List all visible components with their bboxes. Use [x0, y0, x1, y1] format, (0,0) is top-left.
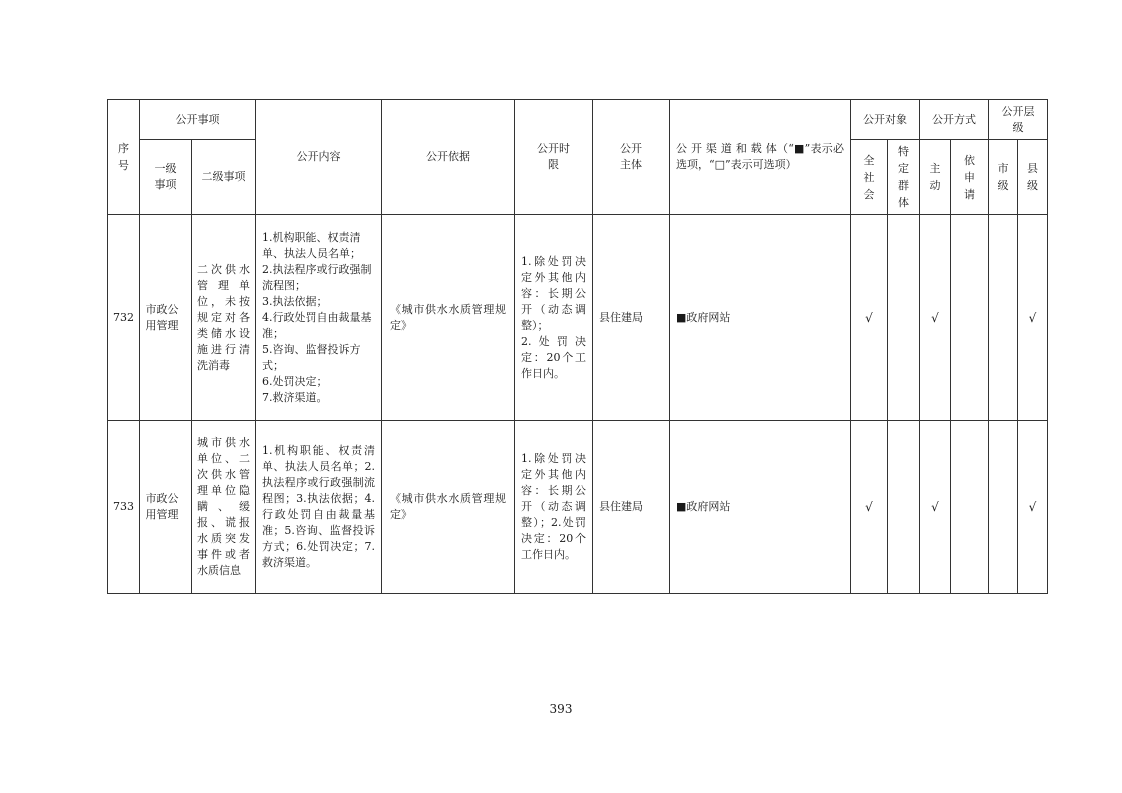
- header-time-limit: 公开时限: [515, 100, 593, 215]
- table-header: [108, 100, 1048, 215]
- row-seq: 733: [108, 421, 140, 594]
- header-level1: 一级事项: [140, 140, 192, 215]
- header-level2: 二级事项: [192, 140, 256, 215]
- table-row: [108, 215, 1048, 421]
- row-channel: ■政府网站: [670, 421, 851, 594]
- header-audience: 公开对象: [851, 100, 920, 140]
- row-subject: 县住建局: [593, 421, 670, 594]
- row-level-county-check: √: [1018, 215, 1048, 421]
- header-channel: 公 开 渠 道 和 载 体（“■”表示必选项，“□”表示可选项）: [670, 100, 851, 215]
- row-time-limit: 1.除处罚决定外其他内容：长期公开（动态调整）；2.处罚决定：20个工作日内。: [515, 421, 593, 594]
- row-method-request-check: [951, 215, 989, 421]
- header-level-county: 县级: [1018, 140, 1048, 215]
- row-seq: 732: [108, 215, 140, 421]
- row-basis: 《城市供水水质管理规定》: [382, 215, 515, 421]
- header-seq: 序号: [108, 100, 140, 215]
- row-content: 1.机构职能、权责清单、执法人员名单；2.执法程序或行政强制流程图；3.执法依据；4.行政处罚自由裁量基准；5.咨询、监督投诉方式；6.处罚决定；7.救济渠道。: [256, 421, 382, 594]
- row-subject: 县住建局: [593, 215, 670, 421]
- row-audience-specific-check: [888, 215, 920, 421]
- row-audience-specific-check: [888, 421, 920, 594]
- table-row: [108, 421, 1048, 594]
- row-level-city-check: [989, 421, 1018, 594]
- header-public-item: 公开事项: [140, 100, 256, 140]
- row-audience-all-check: √: [851, 215, 888, 421]
- row-method-active-check: √: [920, 215, 951, 421]
- header-basis: 公开依据: [382, 100, 515, 215]
- header-content: 公开内容: [256, 100, 382, 215]
- row-basis: 《城市供水水质管理规定》: [382, 421, 515, 594]
- row-content: 1.机构职能、权责清单、执法人员名单； 2.执法程序或行政强制流程图； 3.执法依据； 4.行政处罚自由裁量基准； 5.咨询、监督投诉方式； 6.处罚决定； 7.救济渠道。: [256, 215, 382, 421]
- page-number: 393: [549, 702, 573, 716]
- row-method-request-check: [951, 421, 989, 594]
- header-audience-all: 全社会: [851, 140, 888, 215]
- row-time-limit: 1.除处罚决定外其他内容：长期公开（动态调整）； 2.处罚决定：20个工作日内。: [515, 215, 593, 421]
- row-level2: 二次供水管理单位，未按规定对各类储水设施进行清洗消毒: [192, 215, 256, 421]
- header-level: 公开层级: [989, 100, 1048, 140]
- header-method-active: 主动: [920, 140, 951, 215]
- row-level1: 市政公用管理: [140, 421, 192, 594]
- row-level-county-check: √: [1018, 421, 1048, 594]
- header-method-request: 依申请: [951, 140, 989, 215]
- row-channel: ■政府网站: [670, 215, 851, 421]
- row-level2: 城市供水单位、二次供水管理单位隐瞒、缓报、谎报水质突发事件或者水质信息: [192, 421, 256, 594]
- header-subject: 公开主体: [593, 100, 670, 215]
- header-audience-specific: 特定群体: [888, 140, 920, 215]
- row-audience-all-check: √: [851, 421, 888, 594]
- header-level-city: 市级: [989, 140, 1018, 215]
- row-method-active-check: √: [920, 421, 951, 594]
- disclosure-table: [107, 99, 1048, 594]
- row-level1: 市政公用管理: [140, 215, 192, 421]
- header-method: 公开方式: [920, 100, 989, 140]
- row-level-city-check: [989, 215, 1018, 421]
